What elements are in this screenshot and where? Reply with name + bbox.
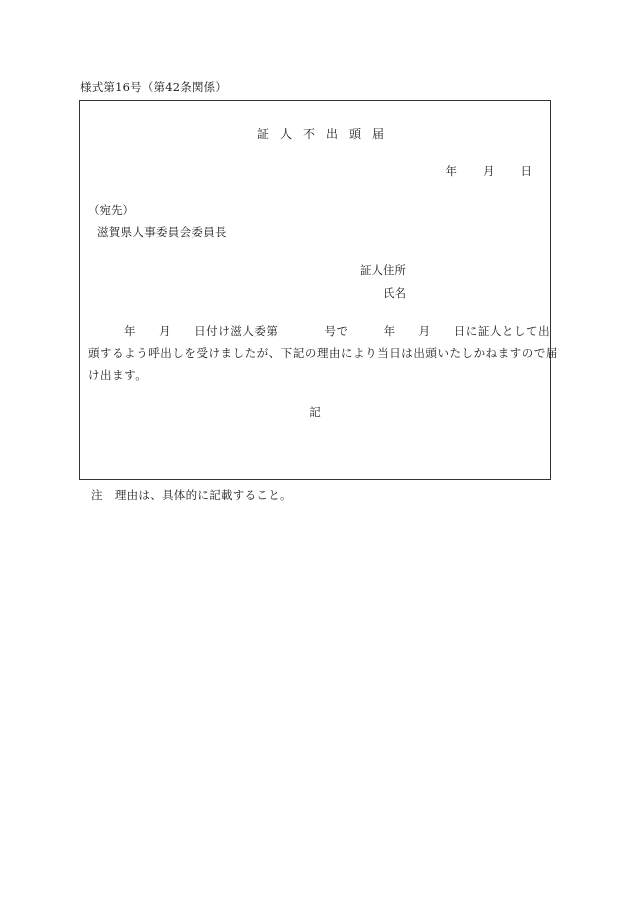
witness-address-label: 証人住所 (360, 263, 406, 277)
addressee-label: （宛先） (88, 203, 134, 217)
form-frame (79, 100, 558, 480)
body-month-2: 月 (418, 324, 431, 338)
date-day-label: 日 (520, 164, 532, 178)
body-text (88, 320, 558, 386)
body-month: 月 (159, 324, 172, 338)
body-number: 号で (324, 324, 349, 338)
footnote-text: 理由は、具体的に記載すること。 (114, 488, 292, 502)
date-month-label: 月 (483, 164, 495, 178)
body-line-2: 頭するよう呼出しを受けましたが、下記の理由により当日は出頭いたしかねますので届 (88, 346, 558, 360)
body-line-1 (88, 320, 551, 342)
addressee-name: 滋賀県人事委員会委員長 (97, 225, 227, 239)
footnote (91, 487, 292, 503)
body-rest: 日に証人として出 (453, 324, 551, 338)
date-year-label: 年 (445, 164, 457, 178)
body-year-2: 年 (383, 324, 396, 338)
record-label: 記 (309, 405, 321, 419)
body-year: 年 (124, 324, 137, 338)
witness-name-label: 氏名 (383, 286, 406, 300)
footnote-label: 注 (91, 488, 103, 502)
form-number: 様式第16号（第42条関係） (80, 80, 228, 94)
body-line-3: け出ます。 (88, 368, 148, 382)
date-line (446, 163, 533, 179)
body-dated: 日付け滋人委第 (194, 324, 279, 338)
form-title: 証人不出頭届 (256, 127, 395, 141)
